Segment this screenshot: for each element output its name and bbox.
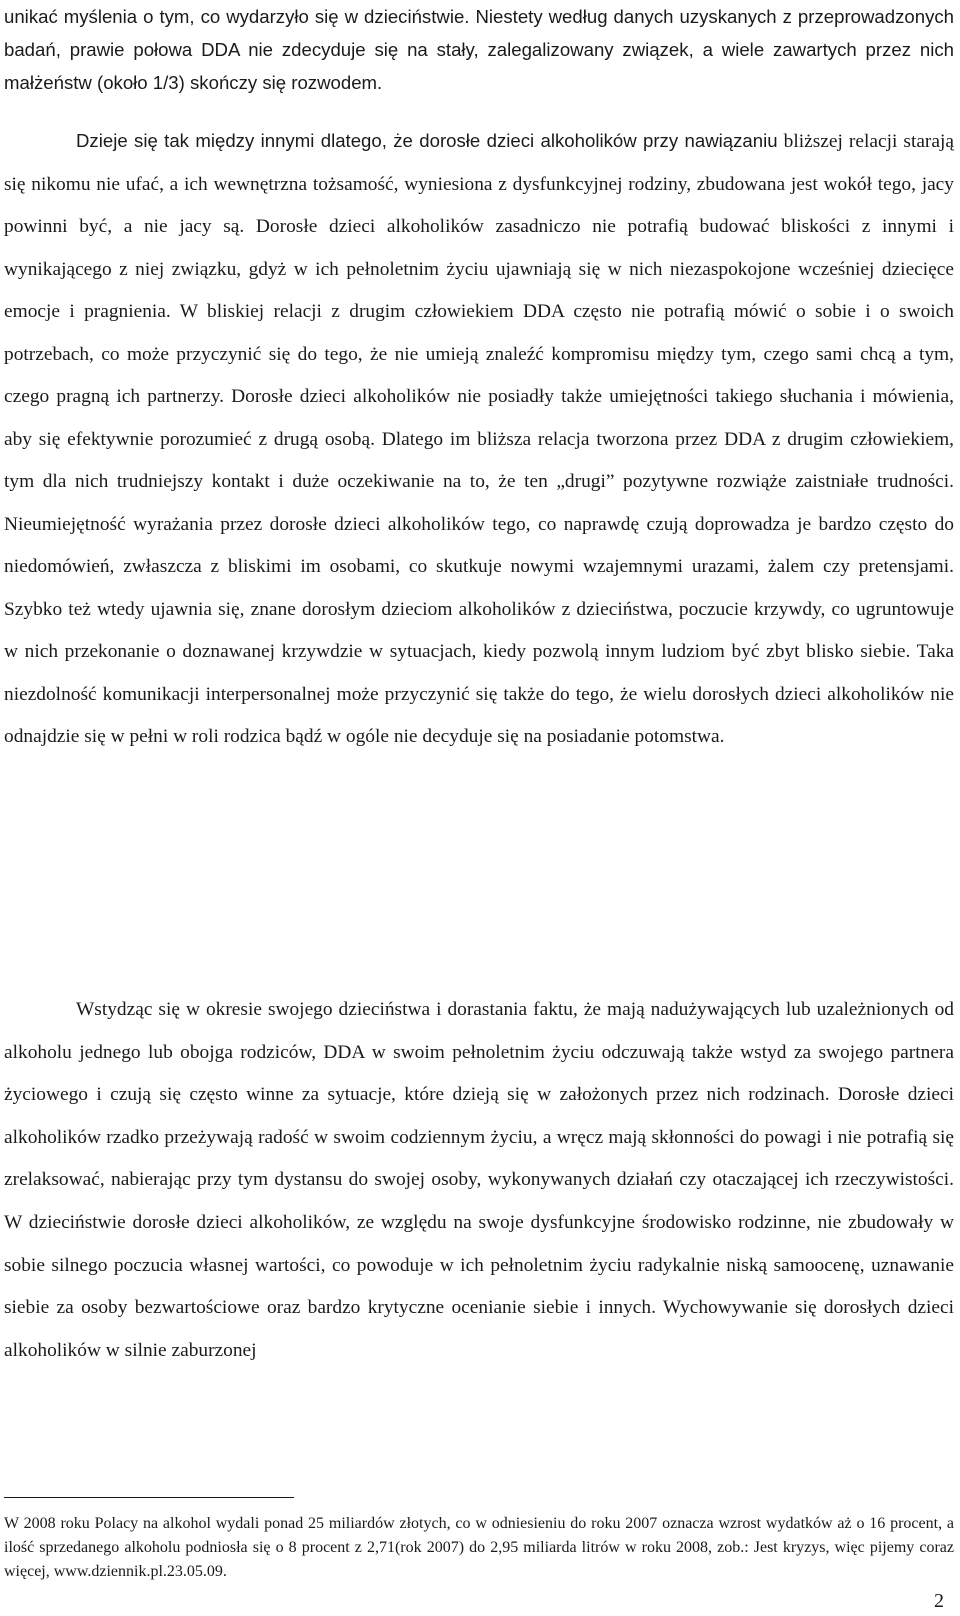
footnote-text: W 2008 roku Polacy na alkohol wydali ponad 25 miliardów złotych, co w odniesieniu do roku 2007 oznacza wzrost wydatków aż o 16 procent, a ilość sprzedanego alkoholu podniosła się o 8 procent z 2,71(rok 2007) do 2,95 miliarda litrów w roku 2008, zob.: Jest kryzys, więc pijemy coraz więcej, www.dziennik.pl.23.05.09. <box>4 1515 954 1580</box>
intro-paragraph: unikać myślenia o tym, co wydarzyło się w dzieciństwie. Niestety według danych uzyskanych z przeprowadzonych badań, prawie połowa DDA nie zdecyduje się na stały, zalegalizowany związek, a wiele zawartych przez nich małżeństw (około 1/3) skończy się rozwodem. <box>4 6 954 93</box>
body-paragraph-relationships <box>4 120 954 759</box>
paragraph-lead-sentence: Dzieje się tak między innymi dlatego, że dorosłe dzieci alkoholików przy nawiązaniu <box>76 130 778 151</box>
page-number: 2 <box>934 1590 944 1612</box>
paragraph-body-text: bliższej relacji starają się nikomu nie ufać, a ich wewnętrzna tożsamość, wyniesiona z dysfunkcyjnej rodziny, zbudowana jest wokół tego, jacy powinni być, a nie jacy są. Dorosłe dzieci alkoholików zasadniczo nie potrafią budować bliskości z innymi i wynikającego z niej związku, gdyż w ich pełnoletnim życiu ujawniają się w nich niezaspokojone wcześniej dziecięce emocje i pragnienia. W bliskiej relacji z drugim człowiekiem DDA często nie potrafią mówić o sobie i o swoich potrzebach, co może przyczynić się do tego, że nie umieją znaleźć kompromisu między tym, czego sami chcą a tym, czego pragną ich partnerzy. Dorosłe dzieci alkoholików nie posiadły także umiejętności takiego słuchania i mówienia, aby się efektywnie porozumieć z drugą osobą. Dlatego im bliższa relacja tworzona przez DDA z drugim człowiekiem, tym dla nich trudniejszy kontakt i duże oczekiwanie na to, że ten „drugi” pozytywne rozwiąże zaistniałe trudności. Nieumiejętność wyrażania przez dorosłe dzieci alkoholików tego, co naprawdę czują doprowadza je bardzo często do niedomówień, zwłaszcza z bliskimi im osobami, co skutkuje nowymi wzajemnymi urazami, żalem czy pretensjami. Szybko też wtedy ujawnia się, znane dorosłym dzieciom alkoholików z dzieciństwa, poczucie krzywdy, co ugruntowuje w nich przekonanie o doznawanej krzywdzie w sytuacjach, kiedy pozwolą innym ludziom być zbyt blisko siebie. Taka niezdolność komunikacji interpersonalnej może przyczynić się także do tego, że wielu dorosłych dzieci alkoholików nie odnajdzie się w pełni w roli rodzica bądź w ogóle nie decyduje się na posiadanie potomstwa. <box>4 131 954 747</box>
footnote-separator <box>4 1497 294 1498</box>
body-paragraph-shame: Wstydząc się w okresie swojego dzieciństwa i dorastania faktu, że mają nadużywających lub uzależnionych od alkoholu jednego lub obojga rodziców, DDA w swoim pełnoletnim życiu odczuwają także wstyd za swojego partnera życiowego i czują się często winne za sytuacje, które dzieją się w założonych przez nich rodzinach. Dorosłe dzieci alkoholików rzadko przeżywają radość w swoim codziennym życiu, a wręcz mają skłonności do powagi i nie potrafią się zrelaksować, nabierając przy tym dystansu do swojej osoby, wykonywanych działań czy otaczającej ich rzeczywistości. W dzieciństwie dorosłe dzieci alkoholików, ze względu na swoje dysfunkcyjne środowisko rodzinne, nie zbudowały w sobie silnego poczucia własnej wartości, co powoduje w ich pełnoletnim życiu radykalnie niską samoocenę, uznawanie siebie za osoby bezwartościowe oraz bardzo krytyczne ocenianie siebie i innych. Wychowywanie się dorosłych dzieci alkoholików w silnie zaburzonej <box>4 999 954 1361</box>
